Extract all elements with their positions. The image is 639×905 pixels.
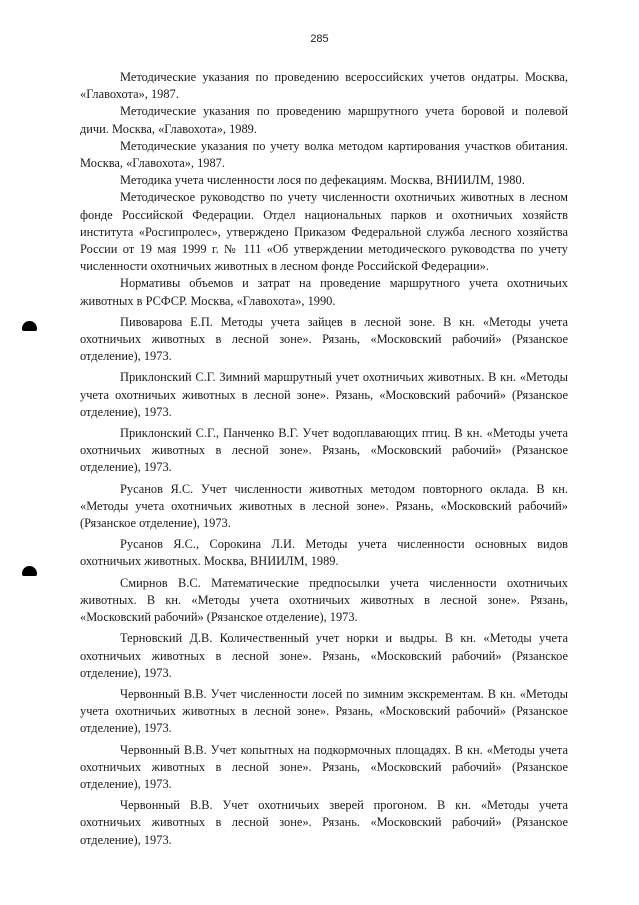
- page-number: 285: [310, 33, 329, 45]
- reference-entry: Червонный В.В. Учет охотничьих зверей прогоном. В кн. «Методы учета охотничьих животных в лесной зоне». Рязань. «Московский рабочий» (Рязанское отделение), 1973.: [80, 798, 568, 847]
- reference-entry: Методические указания по учету волка методом картирования участков обитания. Москва, «Главохота», 1987.: [80, 138, 568, 171]
- reference-entry: Червонный В.В. Учет копытных на подкормочных площадях. В кн. «Методы учета охотничьих животных в лесной зоне». Рязань, «Московский рабочий» (Рязанское отделение), 1973.: [80, 742, 568, 791]
- reference-entry: Русанов Я.С. Учет численности животных методом повторного оклада. В кн. «Методы учета охотничьих животных в лесной зоне». Рязань, «Московский рабочий» (Рязанское отделение), 1973.: [80, 481, 568, 531]
- reference-list: [80, 69, 568, 849]
- reference-entry: Методические указания по проведению всероссийских учетов ондатры. Москва, «Главохота», 1987.: [80, 70, 568, 102]
- reference-entry: Пивоварова Е.П. Методы учета зайцев в лесной зоне. В кн. «Методы учета охотничьих животных в лесной зоне». Рязань, «Московский рабочий» (Рязанское отделение), 1973.: [80, 314, 568, 364]
- reference-entry: Русанов Я.С., Сорокина Л.И. Методы учета численности основных видов охотничьих животных. Москва, ВНИИЛМ, 1989.: [80, 537, 568, 569]
- reference-entry: Приклонский С.Г., Панченко В.Г. Учет водоплавающих птиц. В кн. «Методы учета охотничьих животных в лесной зоне». Рязань, «Московский рабочий» (Рязанское отделение), 1973.: [80, 426, 568, 475]
- reference-entry: Смирнов В.С. Математические предпосылки учета численности охотничьих животных. В кн. «Методы учета охотничьих животных в лесной зоне». Рязань, «Московский рабочий» (Рязанское отделение), 1973.: [80, 575, 568, 625]
- reference-entry: Методические указания по проведению маршрутного учета боровой и полевой дичи. Москва, «Главохота», 1989.: [80, 104, 568, 136]
- reference-entry: Методика учета численности лося по дефекациям. Москва, ВНИИЛМ, 1980.: [120, 173, 525, 188]
- binding-hole-mark: [22, 566, 37, 576]
- reference-entry: Терновский Д.В. Количественный учет норки и выдры. В кн. «Методы учета охотничьих животных в лесной зоне». Рязань, «Московский рабочий» (Рязанское отделение), 1973.: [80, 631, 568, 680]
- reference-entry: Методическое руководство по учету численности охотничьих животных в лесном фонде Российской Федерации. Отдел национальных парков и охотничьих хозяйств института «Росгипролес», утверждено Приказом Федеральной служба лесного хозяйства России от 19 мая 1999 г. № 111 «Об утверждении методического руководства по учету численности охотничьих животных в лесном фонде Российской Федерации».: [80, 190, 568, 274]
- reference-entry: Приклонский С.Г. Зимний маршрутный учет охотничьих животных. В кн. «Методы учета охотничьих животных в лесной зоне». Рязань, «Московский рабочий» (Рязанское отделение), 1973.: [80, 370, 568, 419]
- reference-entry: Нормативы объемов и затрат на проведение маршрутного учета охотничьих животных в РСФСР. Москва, «Главохота», 1990.: [80, 276, 568, 308]
- binding-hole-mark: [22, 321, 37, 331]
- reference-entry: Червонный В.В. Учет численности лосей по зимним экскрементам. В кн. «Методы учета охотничьих животных в лесной зоне». Рязань, «Московский рабочий» (Рязанское отделение), 1973.: [80, 686, 568, 736]
